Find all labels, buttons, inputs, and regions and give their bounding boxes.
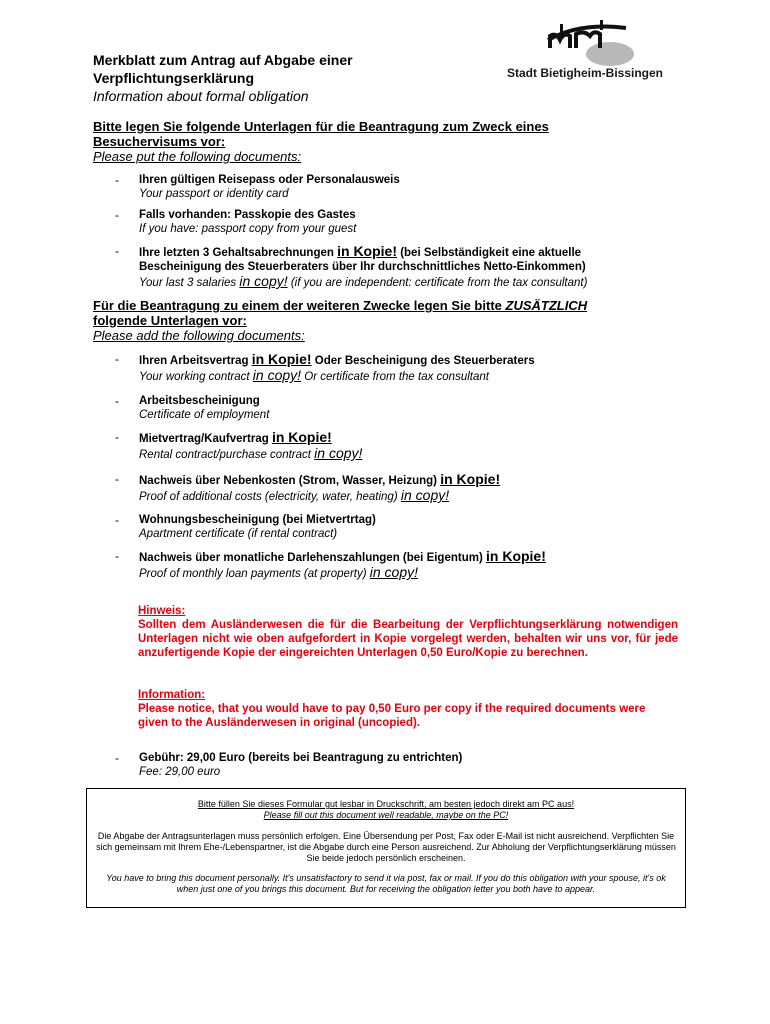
in-kopie-emphasis: in Kopie! <box>337 243 397 259</box>
list-item: - Ihre letzten 3 Gehaltsabrechnungen in Kopie! (bei Selbständigkeit eine aktuelle Bescheinigung des Steuerberaters über Ihr durchschnittliches Netto-Einkommen) Your last 3 salaries in copy! (if you are independent: certificate from the tax consultant) <box>115 243 588 289</box>
box-line-english: Please fill out this document well readable, maybe on the PC! <box>263 810 509 820</box>
section2-heading-1: Für die Beantragung zu einem der weiteren Zwecke legen Sie bitte ZUSÄTZLICH <box>93 298 588 313</box>
city-logo-icon <box>540 18 635 68</box>
list-item: - Mietvertrag/Kaufvertrag in Kopie! Rental contract/purchase contract in copy! <box>115 429 363 461</box>
in-copy-emphasis: in copy! <box>239 273 288 289</box>
section1-heading-1: Bitte legen Sie folgende Unterlagen für die Beantragung zum Zweck eines <box>93 119 549 134</box>
section1-subheading: Please put the following documents: <box>93 149 302 164</box>
fee-german: Gebühr: 29,00 Euro (bereits bei Beantragung zu entrichten) <box>139 752 463 764</box>
title-line-2: Verpflichtungserklärung <box>93 70 255 86</box>
box-paragraph-english: You have to bring this document personally. It's unsatisfactory to send it via post, fax or mail. If you do this obligation with your spouse, it's ok when just one of you brings this document. But for receiving the obligation letter you both have to appear. <box>106 873 666 894</box>
hinweis-notice <box>138 604 678 660</box>
hinweis-label: Hinweis: <box>138 605 186 617</box>
section-additional-purposes <box>93 298 713 343</box>
list-item: - Falls vorhanden: Passkopie des Gastes If you have: passport copy from your guest <box>115 208 357 235</box>
information-notice <box>138 688 678 730</box>
information-text: Please notice, that you would have to pay 0,50 Euro per copy if the required documents were given to the Ausländerwesen in original (uncopied). <box>138 703 646 729</box>
list-item: - Wohnungsbescheinigung (bei Mietvertrtag) Apartment certificate (if rental contract) <box>115 513 376 540</box>
title-line-1: Merkblatt zum Antrag auf Abgabe einer <box>93 52 353 68</box>
list-item: - Nachweis über Nebenkosten (Strom, Wasser, Heizung) in Kopie! Proof of additional costs (electricity, water, heating) in copy! <box>115 471 501 503</box>
list-item: - Nachweis über monatliche Darlehenszahlungen (bei Eigentum) in Kopie! Proof of monthly loan payments (at property) in copy! <box>115 548 546 580</box>
list-item: - Ihren gültigen Reisepass oder Personalausweis Your passport or identity card <box>115 173 400 200</box>
document-title <box>93 51 473 105</box>
box-paragraph-german: Die Abgabe der Antragsunterlagen muss persönlich erfolgen. Eine Übersendung per Post, Fax oder E-Mail ist nicht ausreichend. Verpflichten Sie sich gemeinsam mit Ihrem Ehe-/Lebenspartner, ist die Abgabe durch eine Person ausreichend. Zur Abholung der Verpflichtungserklärung müssen Sie beide jedoch persönlich erscheinen. <box>96 831 676 863</box>
list-item: - Arbeitsbescheinigung Certificate of employment <box>115 394 270 421</box>
city-name: Stadt Bietigheim-Bissingen <box>506 66 664 80</box>
section2-subheading: Please add the following documents: <box>93 328 305 343</box>
section1-heading-2: Besuchervisums vor: <box>93 134 226 149</box>
instructions-box <box>86 788 686 908</box>
information-label: Information: <box>138 689 206 701</box>
fee-english: Fee: 29,00 euro <box>139 766 221 778</box>
box-line-german: Bitte füllen Sie dieses Formular gut lesbar in Druckschrift, am besten jedoch direkt am PC aus! <box>197 799 575 809</box>
section2-heading-2: folgende Unterlagen vor: <box>93 313 247 328</box>
title-english: Information about formal obligation <box>93 88 309 104</box>
list-item: - Ihren Arbeitsvertrag in Kopie! Oder Bescheinigung des Steuerberaters Your working contract in copy! Or certificate from the tax consultant <box>115 351 535 383</box>
section-visitor-visa <box>93 119 713 164</box>
city-logo <box>505 18 665 88</box>
hinweis-text: Sollten dem Ausländerwesen die für die Bearbeitung der Verpflichtungserklärung notwendigen Unterlagen nicht wie oben aufgefordert in Kopie vorgelegt werden, behalten wir uns vor, für jede anzufertigende Kopie der eingereichten Unterlagen 0,50 Euro/Kopie zu berechnen. <box>138 619 678 659</box>
fee-item: - Gebühr: 29,00 Euro (bereits bei Beantragung zu entrichten) Fee: 29,00 euro <box>115 751 695 779</box>
